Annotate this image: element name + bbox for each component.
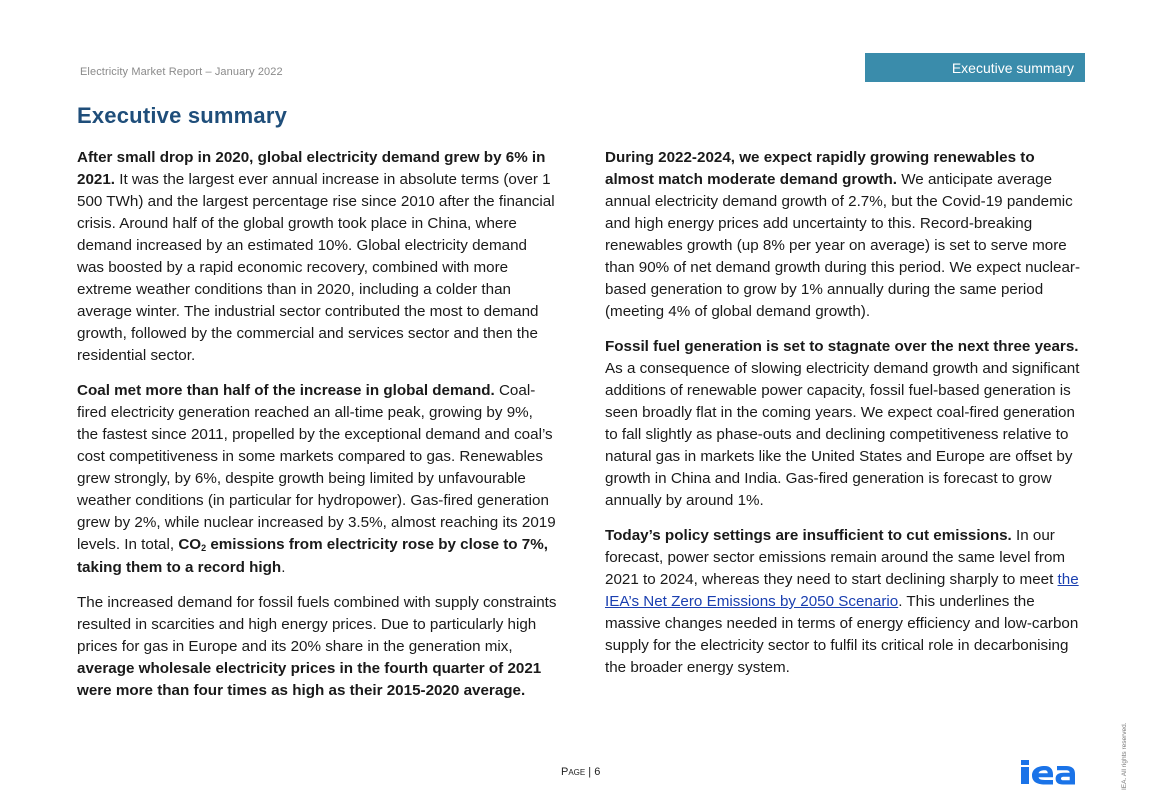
paragraph-lead: Fossil fuel generation is set to stagnate over the next three years. — [605, 338, 1079, 355]
paragraph-body: Coal-fired electricity generation reached an all-time peak, growing by 9%, the fastest since 2011, propelled by the exceptional demand and coal’s cost competitiveness in some markets compared to gas. Renewables grew strongly, by 6%, despite growth being limited by unfavourable weather conditions (in particular for hydropower). Gas-fired generation grew by 2%, while nuclear increased by 3.5%, almost reaching its 2019 levels. In total, — [77, 382, 556, 553]
copyright-notice: IEA. All rights reserved. — [1121, 722, 1128, 790]
paragraph-lead: Coal met more than half of the increase in global demand. — [77, 382, 495, 399]
page-label: Page — [561, 766, 586, 778]
net-zero-scenario-link[interactable]: the IEA’s Net Zero Emissions by 2050 Scenario — [605, 571, 1079, 610]
iea-logo — [1019, 753, 1085, 789]
paragraph-body: The increased demand for fossil fuels combined with supply constraints resulted in scarcities and high energy prices. Due to particularly high prices for gas in Europe and its 20% share in the generation mix, — [77, 594, 557, 655]
page-number — [561, 766, 600, 778]
paragraph-body: As a consequence of slowing electricity demand growth and significant additions of renewable power capacity, fossil fuel-based generation is seen broadly flat in the coming years. We expect coal-fired generation to fall slightly as phase-outs and declining competitiveness relative to natural gas in markets like the United States and Europe are offset by growth in China and India. Gas-fired generation is forecast to grow annually by around 1%. — [605, 360, 1080, 509]
section-badge — [865, 53, 1085, 82]
report-name: Electricity Market Report – January 2022 — [80, 66, 283, 78]
page-number-value: 6 — [594, 766, 601, 778]
paragraph-demand — [77, 147, 557, 367]
paragraph-policy — [605, 525, 1085, 679]
paragraph-fossil — [605, 336, 1085, 512]
paragraph-lead: After small drop in 2020, global electricity demand grew by 6% in 2021. — [77, 149, 546, 188]
paragraph-lead: During 2022-2024, we expect rapidly growing renewables to almost match moderate demand growth. — [605, 149, 1035, 188]
paragraph-outlook — [605, 147, 1085, 323]
emphasis-text: average wholesale electricity prices in the fourth quarter of 2021 were more than four times as high as their 2015-2020 average. — [77, 660, 542, 699]
paragraph-body-end: . This underlines the massive changes needed in terms of energy efficiency and low-carbon supply for the electricity sector to fulfil its critical role in decarbonising the broader energy system. — [605, 593, 1079, 676]
page-title: Executive summary — [77, 103, 288, 128]
left-column — [77, 147, 557, 715]
paragraph-body: We anticipate average annual electricity demand growth of 2.7%, but the Covid-19 pandemic and high energy prices add uncertainty to this. Record-breaking renewables growth (up 8% per year on average) is set to serve more than 90% of net demand growth during this period. We expect nuclear-based generation to grow by 1% annually during the same period (meeting 4% of global demand growth). — [605, 171, 1081, 320]
emphasis-text: emissions from electricity rose by close to 7%, taking them to a record high — [77, 536, 548, 576]
page-separator: | — [585, 766, 595, 778]
co2-label: CO — [178, 536, 202, 553]
paragraph-coal — [77, 380, 557, 579]
right-column — [605, 147, 1085, 692]
paragraph-end: . — [281, 559, 286, 576]
co2-subscript: 2 — [201, 543, 207, 553]
paragraph-body: It was the largest ever annual increase in absolute terms (over 1 500 TWh) and the largest percentage rise since 2010 after the financial crisis. Around half of the global growth took place in China, where demand increased by an estimated 10%. Global electricity demand was boosted by a rapid economic recovery, combined with more extreme weather conditions than in 2020, including a colder than average winter. The industrial sector contributed the most to demand growth, followed by the commercial and services sector and then the residential sector. — [77, 171, 555, 364]
paragraph-prices — [77, 592, 557, 702]
paragraph-lead: Today’s policy settings are insufficient to cut emissions. — [605, 527, 1012, 544]
paragraph-body: In our forecast, power sector emissions remain around the same level from 2021 to 2024, whereas they need to start declining sharply to meet — [605, 527, 1066, 588]
section-badge-label: Executive summary — [951, 59, 1074, 76]
